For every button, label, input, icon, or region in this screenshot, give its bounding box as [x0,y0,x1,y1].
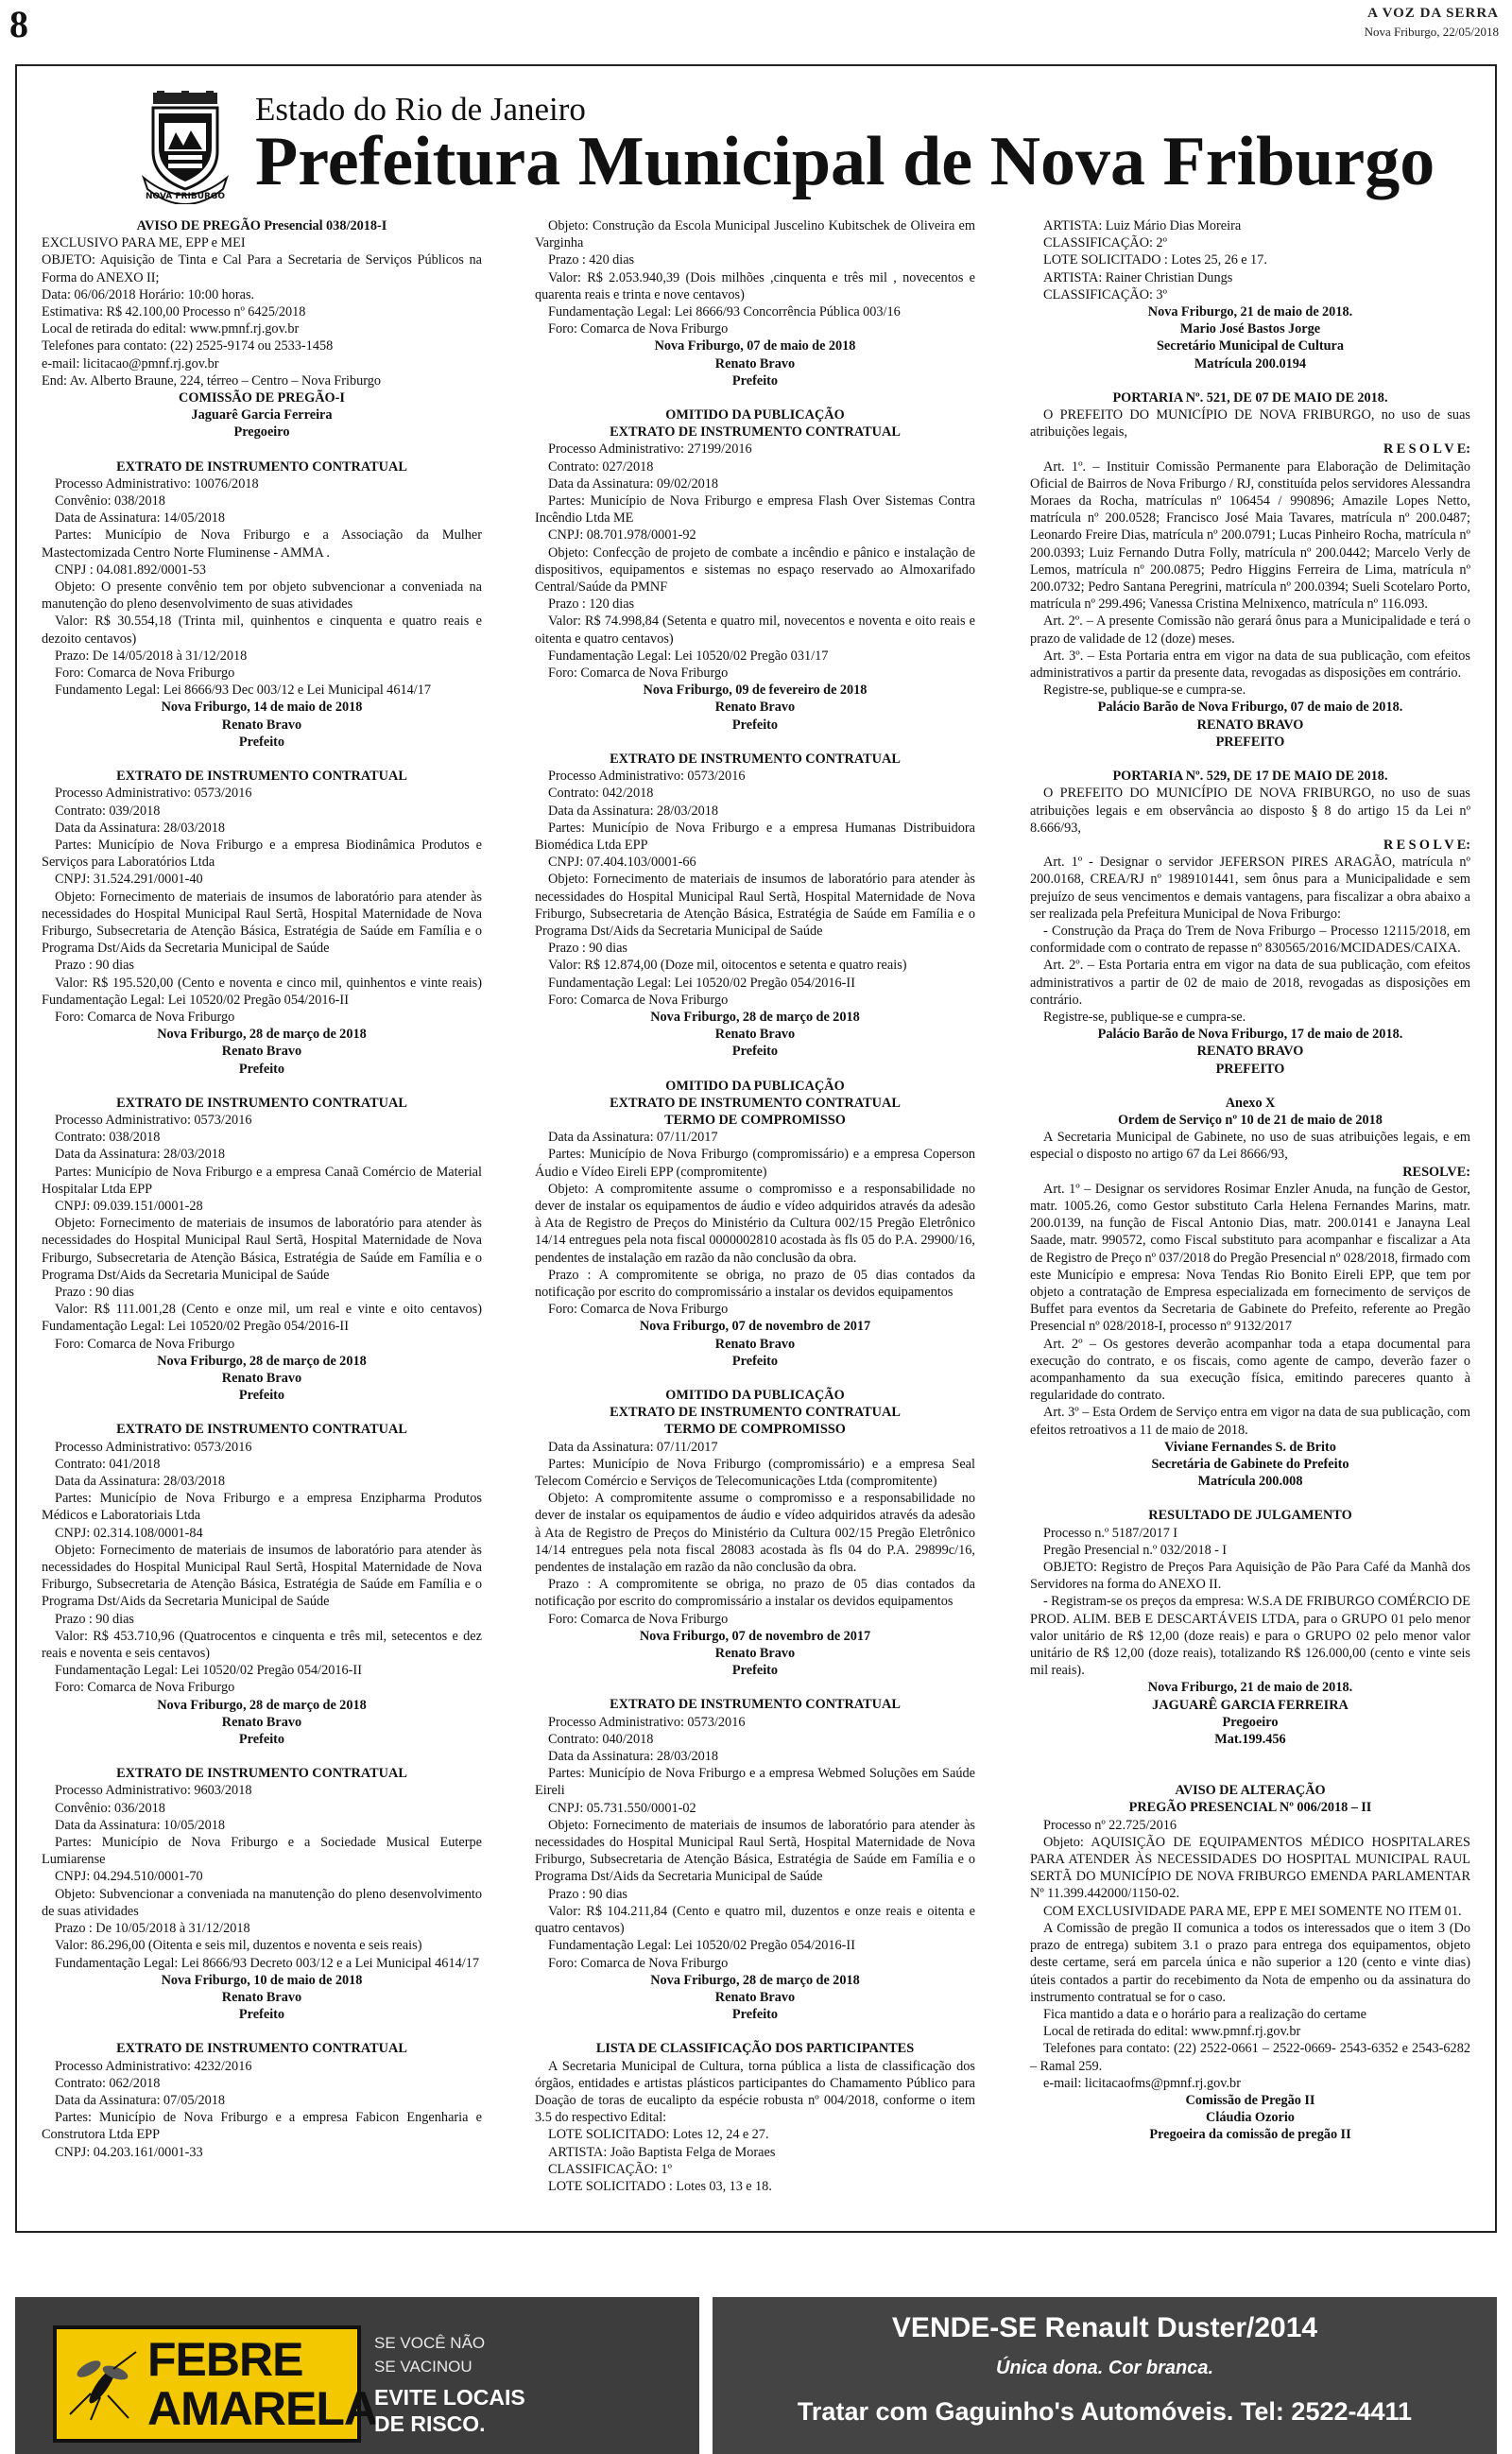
notice-line: Foro: Comarca de Nova Friburgo [55,665,235,682]
spacer [535,1061,975,1078]
notice-heading: Nova Friburgo, 14 de maio de 2018 [161,700,363,716]
notice-line: CLASSIFICAÇÃO: 3º [1043,286,1167,302]
notice-heading: Pregoeira da comissão de pregão II [1149,2127,1351,2143]
notice-line: CNPJ: 08.701.978/0001-92 [548,527,696,544]
notice-heading: Renato Bravo [714,355,796,372]
notice-line: Foro: Comarca de Nova Friburgo [55,1680,235,1696]
notice-line: Data da Assinatura: 28/03/2018 [55,820,226,836]
notice-line: Art. 2º. – A presente Comissão não gerará ônus para a Municipalidade e terá o prazo de validade de 12 (doze) meses. [1030,614,1470,647]
notice-heading: Anexo X [1225,1095,1276,1111]
notice-line: O PREFEITO DO MUNICÍPIO DE NOVA FRIBURGO, no uso de suas atribuições legais, [1030,407,1470,441]
notice-line: Partes: Município de Nova Friburgo e a empresa Biodinâmica Produtos e Serviços para Laboratórios Ltda [42,837,482,871]
spacer [42,441,482,458]
notice-line: Valor: R$ 12.874,00 (Doze mil, oitocentos e setenta e quatro reais) [548,958,907,974]
notice-line: Data da Assinatura: 09/02/2018 [548,475,719,492]
spacer [42,751,482,768]
spacer [1030,1765,1470,1782]
page-number: 8 [9,3,28,45]
notice-line: Objeto: O presente convênio tem por objeto subvencionar a conveniada na manutenção do pleno desenvolvimento de suas atividades [42,579,482,613]
ad-line-4: DE RISCO. [374,2411,486,2436]
duster-sale-ad [713,2297,1497,2454]
notice-heading: PORTARIA Nº. 521, DE 07 DE MAIO DE 2018. [1112,389,1388,406]
notice-heading: Renato Bravo [221,1371,302,1386]
notice-line: Prazo : 90 dias [55,1284,134,1300]
notice-heading: Nova Friburgo, 28 de março de 2018 [157,1697,367,1713]
notice-heading: Cláudia Ozorio [1206,2110,1295,2126]
notice-heading: Prefeito [238,1061,285,1077]
amarela-word: AMARELA [147,2382,377,2435]
notice-line: Valor: R$ 30.554,18 (Trinta mil, quinhentos e cinquenta e quatro reais e dezoito centavos) [42,614,482,647]
notice-heading: Renato Bravo [221,1044,302,1060]
notice-line: Valor: R$ 111.001,28 (Cento e onze mil, um real e vinte e oito centavos) Fundamentação Legal: Lei 10520/02 Pregão 054/2016-II [42,1302,482,1335]
notice-heading: Nova Friburgo, 28 de março de 2018 [157,1353,367,1369]
notice-heading: Renato Bravo [714,1989,796,2005]
notice-heading: EXTRATO DE INSTRUMENTO CONTRATUAL [610,1405,901,1421]
notice-line: Contrato: 042/2018 [548,786,654,802]
notice-heading: Secretário Municipal de Cultura [1156,338,1345,354]
febre-amarela-message [374,2331,525,2437]
notice-line: Partes: Município de Nova Friburgo e empresa Flash Over Sistemas Contra Incêndio Ltda ME [535,493,975,527]
duster-ad-subtitle: Única dona. Cor branca. [995,2358,1214,2378]
notice-line: Partes: Município de Nova Friburgo e a empresa Canaã Comércio de Material Hospitalar Ltda EPP [42,1164,482,1197]
notice-heading: Prefeito [238,1732,285,1748]
notice-line: Data da Assinatura: 28/03/2018 [548,803,719,819]
notice-heading: OMITIDO DA PUBLICAÇÃO [665,407,845,423]
notice-line: Foro: Comarca de Nova Friburgo [548,1302,729,1318]
notice-line: CLASSIFICAÇÃO: 1º [548,2161,672,2177]
notice-line: ARTISTA: João Baptista Felga de Moraes [548,2144,776,2160]
notice-line: Valor: R$ 453.710,96 (Quatrocentos e cinquenta e três mil, setecentos e dez reais e noventa e seis centavos) [42,1628,482,1662]
publication-name: A VOZ DA SERRA [1367,6,1499,21]
notice-line: Prazo : 90 dias [55,1611,134,1627]
spacer [535,1679,975,1696]
notice-line: Processo Administrativo: 9603/2018 [55,1783,252,1799]
notice-line: Registre-se, publique-se e cumpra-se. [1043,683,1246,699]
notice-line: Art. 2º – Os gestores deverão acompanhar toda a etapa documental para execução do contrato, e os fiscais, como agente de campo, deverão fazer o acompanhamento da sua execução física, emitindo pareceres quanto à regularidade do contrato. [1030,1336,1470,1404]
notice-line: Contrato: 038/2018 [55,1130,161,1146]
notice-heading: Matrícula 200.008 [1197,1474,1303,1490]
notice-line: End: Av. Alberto Braune, 224, térreo – Centro – Nova Friburgo [42,372,382,389]
notice-line: Art. 3º – Esta Ordem de Serviço entra em vigor na data de sua publicação, com efeitos retroativos a 11 de maio de 2018. [1030,1405,1470,1438]
notice-line: Fica mantido a data e o horário para a realização do certame [1043,2006,1366,2022]
spacer [535,734,975,751]
notice-line: Partes: Município de Nova Friburgo e a Associação da Mulher Mastectomizada Centro Norte Fluminense - AMMA . [42,527,482,561]
notice-line: Objeto: Confecção de projeto de combate a incêndio e pânico e instalação de dispositivos, equipamentos e sistemas no espaço reservado ao Almoxarifado Central/Saúde da PMNF [535,544,975,596]
ad-line-1: SE VOCÊ NÃO [374,2334,486,2352]
notice-line: OBJETO: Registro de Preços Para Aquisição de Pão Para Café da Manhã dos Servidores na forma do ANEXO II. [1030,1560,1470,1593]
notice-line: Valor: 86.296,00 (Oitenta e seis mil, duzentos e noventa e seis reais) [55,1938,422,1954]
notice-line: Local de retirada do edital: www.pmnf.rj.gov.br [42,321,300,337]
notice-line: Processo nº 22.725/2016 [1043,1817,1177,1833]
notice-heading: JAGUARÊ GARCIA FERREIRA [1152,1697,1349,1713]
notice-heading: RENATO BRAVO [1196,1044,1304,1060]
notice-heading: Renato Bravo [714,1336,796,1352]
notice-line: RESOLVE: [1402,1164,1470,1180]
notice-column-3 [1030,217,1470,2144]
spacer [535,1370,975,1387]
coat-of-arms-icon [140,91,231,204]
notice-line: CLASSIFICAÇÃO: 2º [1043,235,1167,251]
notice-line: Processo n.º 5187/2017 I [1043,1525,1178,1541]
notice-line: A Comissão de pregão II comunica a todos os interessados que o item 3 (Do prazo de entrega) subitem 3.1 o prazo para entrega dos equipamentos, objeto deste certame, será em parcela única e não superior a 120 (cento e vinte dias) úteis contados a partir do recebimento da Nota de empenho ou da assinatura do instrumento contratual se for o caso. [1030,1920,1470,2005]
prefeitura-title: Prefeitura Municipal de Nova Friburgo [255,123,1435,200]
publication-date: Nova Friburgo, 22/05/2018 [1364,25,1499,39]
notice-line: Fundamento Legal: Lei 8666/93 Dec 003/12 e Lei Municipal 4614/17 [55,683,432,699]
notice-line: CNPJ: 05.731.550/0001-02 [548,1800,696,1816]
spacer [42,1404,482,1421]
notice-line: COM EXCLUSIVIDADE PARA ME, EPP E MEI SOMENTE NO ITEM 01. [1043,1903,1462,1919]
spacer [1030,751,1470,768]
notice-line: Objeto: Subvencionar a conveniada na manutenção do pleno desenvolvimento de suas atividades [42,1886,482,1919]
notice-line: OBJETO: Aquisição de Tinta e Cal Para a Secretaria de Serviços Públicos na Forma do ANEXO II; [42,252,482,285]
crest-text: NOVA FRIBURGO [146,192,225,201]
notice-line: Objeto: AQUISIÇÃO DE EQUIPAMENTOS MÉDICO HOSPITALARES PARA ATENDER ÀS NECESSIDADES DO HOSPITAL MUNICIPAL RAUL SERTÃ DO MUNICÍPIO DE NOVA FRIBURGO EMENDA PARLAMENTAR Nº 11.399.442000/1150-02. [1030,1834,1470,1902]
ad-line-3: EVITE LOCAIS [374,2385,525,2410]
notice-line: Data da Assinatura: 28/03/2018 [55,1147,226,1163]
notice-line: Estimativa: R$ 42.100,00 Processo nº 6425/2018 [42,304,306,320]
notice-line: R E S O L V E: [1383,441,1470,458]
notice-line: Foro: Comarca de Nova Friburgo [55,1336,235,1352]
notice-line: Data da Assinatura: 10/05/2018 [55,1817,226,1833]
notice-line: Valor: R$ 74.998,84 (Setenta e quatro mil, novecentos e noventa e oito reais e oitenta e quatro centavos) [535,614,975,647]
notice-line: Objeto: Fornecimento de materiais de insumos de laboratório para atender às necessidades do Hospital Municipal Raul Sertã, Hospital Maternidade de Nova Friburgo, Subsecretaria de Atenção Básica, Estratégia de Saúde em Família e o Programa Dst/Aids da Secretaria Municipal de Saúde [42,889,482,957]
notice-heading: Renato Bravo [221,1714,302,1730]
notice-line: Partes: Município de Nova Friburgo e a empresa Humanas Distribuidora Biomédica Ltda EPP [535,820,975,853]
notice-line: Objeto: A compromitente assume o compromisso e a responsabilidade no dever de instalar os equipamentos de áudio e vídeo adquiridos através da adesão à Ata de Registro de Preços do Ministério da Cultura 002/15 Pregão Eletrônico 14/14 entregues pela nota fiscal 0000002810 acostada às fls 05 do P.A. 29900/16, pendentes de instalação em razão da não conclusão da obra. [535,1181,975,1266]
notice-heading: EXTRATO DE INSTRUMENTO CONTRATUAL [116,769,407,785]
notice-line: Prazo : A compromitente se obriga, no prazo de 05 dias contados da notificação por escrito do compromissário a instalar os devidos equipamentos [535,1267,975,1300]
notice-line: Objeto: Construção da Escola Municipal Juscelino Kubitschek de Oliveira em Varginha [535,218,975,251]
spacer [535,389,975,406]
notice-line: Data da Assinatura: 28/03/2018 [548,1749,719,1765]
notice-heading: PREFEITO [1215,1061,1285,1077]
spacer [42,1078,482,1095]
notice-line: Data da Assinatura: 28/03/2018 [55,1474,226,1490]
notice-heading: TERMO DE COMPROMISSO [664,1422,846,1438]
notice-heading: EXTRATO DE INSTRUMENTO CONTRATUAL [116,458,407,475]
notice-heading: LISTA DE CLASSIFICAÇÃO DOS PARTICIPANTES [595,2041,915,2057]
notice-line: Fundamentação Legal: Lei 8666/93 Concorrência Pública 003/16 [548,304,901,320]
duster-ad-title: VENDE-SE Renault Duster/2014 [891,2312,1318,2343]
notice-heading: AVISO DE PREGÃO Presencial 038/2018-I [136,218,387,233]
notice-line: Foro: Comarca de Nova Friburgo [548,321,729,337]
notice-line: Art. 2º. – Esta Portaria entra em vigor na data de sua publicação, com efeitos administrativos a partir de 02 de maio de 2018, revogadas as disposições em contrário. [1030,958,1470,1008]
notice-heading: RENATO BRAVO [1196,717,1304,733]
notice-line: CNPJ: 04.203.161/0001-33 [55,2144,203,2160]
notice-heading: Palácio Barão de Nova Friburgo, 07 de maio de 2018. [1097,700,1403,716]
notice-column-2 [535,217,975,2195]
notice-line: LOTE SOLICITADO : Lotes 03, 13 e 18. [548,2178,772,2194]
notice-heading: Prefeito [731,1663,779,1679]
notice-heading: EXTRATO DE INSTRUMENTO CONTRATUAL [116,1422,407,1438]
notice-heading: Nova Friburgo, 09 de fevereiro de 2018 [643,683,868,699]
notice-line: Contrato: 027/2018 [548,458,654,475]
notice-line: A Secretaria Municipal de Cultura, torna pública a lista de classificação dos órgãos, entidades e artistas plásticos participantes do Chamamento Público para Doação de toras de eucalipto da espécie robusta nº 004/2018, conforme o item 3.5 do respectivo Edital: [535,2058,975,2126]
ad-line-2: SE VACINOU [374,2358,472,2376]
notice-line: Data da Assinatura: 07/11/2017 [548,1439,718,1455]
notice-line: Foro: Comarca de Nova Friburgo [548,1611,729,1627]
notice-heading: Prefeito [731,717,779,733]
notice-line: R E S O L V E: [1383,837,1470,853]
notice-line: ARTISTA: Rainer Christian Dungs [1043,269,1233,285]
notice-line: Foro: Comarca de Nova Friburgo [55,1009,235,1025]
notice-heading: EXTRATO DE INSTRUMENTO CONTRATUAL [610,751,901,767]
duster-ad-contact: Tratar com Gaguinho's Automóveis. Tel: 2522-4411 [797,2397,1413,2426]
notice-heading: Nova Friburgo, 21 de maio de 2018. [1147,304,1353,320]
notice-heading: EXTRATO DE INSTRUMENTO CONTRATUAL [116,1766,407,1782]
notice-heading: Prefeito [731,1044,779,1060]
notice-line: Convênio: 038/2018 [55,493,165,510]
notice-line: Partes: Município de Nova Friburgo e a empresa Enzipharma Produtos Médicos e Laboratoriais Ltda [42,1491,482,1524]
notice-line: LOTE SOLICITADO: Lotes 12, 24 e 27. [548,2127,769,2143]
page-header-bar [0,0,1512,49]
notice-line: Valor: R$ 2.053.940,39 (Dois milhões ,cinquenta e três mil , novecentos e quarenta reais e trinta e nove centavos) [535,269,975,302]
notice-line: Art. 1º – Designar os servidores Rosimar Enzler Anuda, na função de Gestor, matr. 1005.26, como Gestor substituto Carla Helena Fernandes Marins, matr. 200.0139, na função de Fiscal Antonio Dias, matr. 200.0141 e Janayna Leal Saade, matr. 990572, como Fiscal substituto para acompanhar e fiscalizar a Ata de Registro de Preço nº 037/2018 do Pregão Presencial nº 028/2018, firmado com este Município e empresa: Nova Tendas Rio Bonito Eireli EPP, que tem por objeto a contratação de Empresa especializada em fornecimento de serviços de Buffet para eventos da Secretaria de Gabinete do Prefeito, referente ao Pregão Presencial nº 028/2018-I, processo nº 9132/2017 [1030,1181,1470,1335]
notice-heading: Mat.199.456 [1214,1732,1286,1748]
notice-heading: Renato Bravo [221,717,302,733]
notice-line: Local de retirada do edital: www.pmnf.rj.gov.br [1043,2024,1301,2040]
notice-heading: EXTRATO DE INSTRUMENTO CONTRATUAL [610,1095,901,1111]
notice-heading: Mario José Bastos Jorge [1179,321,1321,337]
notice-line: Valor: R$ 104.211,84 (Cento e quatro mil, duzentos e onze reais e oitenta e quatro centavos) [535,1903,975,1937]
notice-heading: Secretária de Gabinete do Prefeito [1151,1457,1349,1473]
notice-line: Partes: Município de Nova Friburgo (compromissário) e a empresa Seal Telecom Comércio e Serviços de Telecomunicações Ltda (compromitente) [535,1456,975,1490]
notice-heading: Pregoeiro [1222,1714,1279,1730]
notice-line: - Registram-se os preços da empresa: W.S.A DE FRIBURGO COMÉRCIO DE PROD. ALIM. BEB E DESCARTÁVEIS LTDA, para o GRUPO 01 pelo menor valor unitário de R$ 12,00 (doze reais) e para o GRUPO 02 pelo menor valor unitário de R$ 12,00 (doze reais), totalizando R$ 126.000,00 (cento e vinte seis mil reais). [1030,1594,1470,1679]
notice-heading: Renato Bravo [714,1027,796,1043]
notice-line: Partes: Município de Nova Friburgo e a empresa Webmed Soluções em Saúde Eireli [535,1766,975,1799]
notice-line: Objeto: Fornecimento de materiais de insumos de laboratório para atender às necessidades do Hospital Municipal Raul Sertã, Hospital Maternidade de Nova Friburgo, Subsecretaria de Atenção Básica, Estratégia de Saúde em Família e o Programa Dst/Aids da Secretaria Municipal de Saúde [42,1542,482,1610]
notice-heading: Nova Friburgo, 07 de maio de 2018 [654,338,856,354]
notice-heading: Nova Friburgo, 28 de março de 2018 [650,1009,860,1025]
notice-line: e-mail: licitacaofms@pmnf.rj.gov.br [1043,2075,1241,2091]
notice-line: Objeto: A compromitente assume o compromisso e a responsabilidade no dever de instalar os equipamentos de áudio e vídeo adquiridos através da adesão à Ata de Registro de Preços do Ministério da Cultura 002/15 Pregão Eletrônico 14/14 entregues pela nota fiscal 28083 acostada às fls 04 do P.A. 29899c/16, pendentes de instalação em razão da não conclusão da obra. [535,1491,975,1576]
notice-line: Fundamentação Legal: Lei 10520/02 Pregão 054/2016-II [55,1663,362,1679]
notice-line: CNPJ: 07.404.103/0001-66 [548,855,696,871]
notice-line: ARTISTA: Luiz Mário Dias Moreira [1043,218,1242,233]
notice-heading: Pregoeiro [233,424,290,441]
notice-heading: Renato Bravo [221,1989,302,2005]
notice-heading: AVISO DE ALTERAÇÃO [1175,1783,1326,1799]
notice-line: Contrato: 041/2018 [55,1456,161,1472]
notice-line: Processo Administrativo: 0573/2016 [55,786,252,802]
notice-heading: EXTRATO DE INSTRUMENTO CONTRATUAL [610,424,901,441]
notice-heading: Comissão de Pregão II [1185,2092,1315,2108]
notice-line: Foro: Comarca de Nova Friburgo [548,665,729,682]
notice-line: Partes: Município de Nova Friburgo (compromissário) e a empresa Coperson Áudio e Vídeo Eireli EPP (compromitente) [535,1147,975,1180]
notice-heading: Prefeito [731,372,779,389]
notice-heading: Matrícula 200.0194 [1194,355,1307,372]
notice-line: Fundamentação Legal: Lei 10520/02 Pregão 054/2016-II [548,975,855,991]
notice-line: LOTE SOLICITADO : Lotes 25, 26 e 17. [1043,252,1267,268]
notice-line: A Secretaria Municipal de Gabinete, no uso de suas atribuições legais, e em especial o disposto no artigo 67 da Lei 8666/93, [1030,1130,1470,1163]
spacer [1030,1490,1470,1507]
notice-line: Processo Administrativo: 0573/2016 [55,1439,252,1455]
notice-heading: Prefeito [238,1388,285,1404]
notice-heading: EXTRATO DE INSTRUMENTO CONTRATUAL [116,2041,407,2057]
notice-line: Foro: Comarca de Nova Friburgo [548,992,729,1008]
notice-line: EXCLUSIVO PARA ME, EPP e MEI [42,235,246,251]
notice-heading: Renato Bravo [714,700,796,716]
notice-line: Art. 1º. – Instituir Comissão Permanente para Elaboração de Delimitação Oficial de Bairros de Nova Friburgo / RJ, constituída pelos servidores Alessandra Moraes da Rocha, matrículas nº 106454 / 990896; Amazile Lopes Netto, matrícula nº 200.0528; Francisco José Maia Tavares, matrícula nº 200.0487; Leonardo Freire Dias, matrícula nº 200.0791; Lucas Pinheiro Rocha, matrícula nº 200.0393; Luiz Fernando Dutra Folly, matrícula nº 200.0442; Marcelo Verly de Lemos, matrícula nº 200.0875; Pedro Higgins Ferreira de Lima, matrícula nº 200.0732; Pedro Santana Peregrini, matrícula nº 200.0394; Sueli Scotelaro Porto, matrícula nº 299.496; Vanessa Cristina Melnixenco, matrícula nº 116.093. [1030,458,1470,613]
notice-line: Registre-se, publique-se e cumpra-se. [1043,1009,1246,1025]
notice-line: Processo Administrativo: 27199/2016 [548,441,752,458]
notice-heading: Nova Friburgo, 28 de março de 2018 [157,1027,367,1043]
spacer [42,2023,482,2040]
notice-line: Contrato: 039/2018 [55,803,161,819]
notice-heading: OMITIDO DA PUBLICAÇÃO [665,1388,845,1403]
notice-line: Processo Administrativo: 10076/2018 [55,475,259,492]
notice-line: Objeto: Fornecimento de materiais de insumos de laboratório para atender às necessidades do Hospital Municipal Raul Sertã, Hospital Maternidade de Nova Friburgo, Subsecretaria de Atenção Básica, Estratégia de Saúde em Família e o Programa Dst/Aids da Secretaria Municipal de Saúde [535,1817,975,1885]
spacer [535,2023,975,2040]
notice-line: Prazo : 90 dias [548,1886,627,1902]
notice-heading: Renato Bravo [714,1646,796,1662]
notice-line: Data: 06/06/2018 Horário: 10:00 horas. [42,286,255,302]
notice-line: Prazo : 90 dias [548,941,627,957]
febre-word: FEBRE [147,2333,303,2386]
notice-line: CNPJ : 04.081.892/0001-53 [55,562,207,578]
notice-line: CNPJ: 02.314.108/0001-84 [55,1525,203,1541]
notice-line: CNPJ: 31.524.291/0001-40 [55,872,203,888]
spacer [1030,1748,1470,1765]
notice-line: Processo Administrativo: 0573/2016 [548,1714,746,1730]
notice-heading: EXTRATO DE INSTRUMENTO CONTRATUAL [610,1697,901,1713]
notice-heading: Nova Friburgo, 28 de março de 2018 [650,1972,860,1988]
notice-line: Prazo : 420 dias [548,252,635,268]
febre-amarela-ad [15,2297,699,2454]
notice-heading: Prefeito [238,734,285,750]
notice-line: Partes: Município de Nova Friburgo e a Sociedade Musical Euterpe Lumiarense [42,1835,482,1868]
spacer [1030,372,1470,389]
notice-line: Data da Assinatura: 07/11/2017 [548,1130,718,1146]
notice-line: Pregão Presencial n.º 032/2018 - I [1043,1542,1228,1558]
notice-heading: PREFEITO [1215,734,1285,750]
notice-line: e-mail: licitacao@pmnf.rj.gov.br [42,355,219,372]
notice-line: Objeto: Fornecimento de materiais de insumos de laboratório para atender às necessidades do Hospital Municipal Raul Sertã, Hospital Maternidade de Nova Friburgo, Subsecretaria de Atenção Básica, Estratégia de Saúde em Família e o Programa Dst/Aids da Secretaria Municipal de Saúde [42,1216,482,1283]
notice-line: Data de Assinatura: 14/05/2018 [55,510,226,527]
notice-heading: Nova Friburgo, 21 de maio de 2018. [1147,1680,1353,1696]
notice-heading: Palácio Barão de Nova Friburgo, 17 de maio de 2018. [1097,1027,1403,1043]
mosquito-icon [62,2348,142,2422]
notice-heading: Ordem de Serviço nº 10 de 21 de maio de 2018 [1118,1112,1383,1128]
notice-heading: Nova Friburgo, 10 de maio de 2018 [161,1972,363,1988]
notice-heading: Jaguarê Garcia Ferreira [191,407,333,423]
notice-line: CNPJ: 09.039.151/0001-28 [55,1198,203,1214]
notice-line: O PREFEITO DO MUNICÍPIO DE NOVA FRIBURGO, no uso de suas atribuições legais e em observância ao disposto § 8 do artigo 15 da Lei nº 8.666/93, [1030,786,1470,836]
notice-heading: OMITIDO DA PUBLICAÇÃO [665,1078,845,1094]
notice-line: Fundamentação Legal: Lei 10520/02 Pregão 054/2016-II [548,1938,855,1954]
febre-amarela-banner [53,2325,377,2443]
notice-heading: Viviane Fernandes S. de Brito [1164,1439,1336,1455]
spacer [42,1748,482,1765]
notice-line: Convênio: 036/2018 [55,1800,165,1816]
notice-line: - Construção da Praça do Trem de Nova Friburgo – Processo 12115/2018, em conformidade com o contrato de repasse nº 830565/2016/MCIDADES/CAIXA. [1030,923,1470,957]
notice-line: Telefones para contato: (22) 2522-0661 – 2522-0669- 2543-6352 e 2543-6282 – Ramal 259. [1030,2041,1470,2074]
notice-line: Objeto: Fornecimento de materiais de insumos de laboratório para atender às necessidades do Hospital Municipal Raul Sertã, Hospital Maternidade de Nova Friburgo, Subsecretaria de Atenção Básica, Estratégia de Saúde em Família e o Programa Dst/Aids da Secretaria Municipal de Saúde [535,872,975,939]
notice-line: Partes: Município de Nova Friburgo e a empresa Fabicon Engenharia e Construtora Ltda EPP [42,2110,482,2143]
notice-line: Processo Administrativo: 4232/2016 [55,2058,252,2074]
notice-line: Processo Administrativo: 0573/2016 [548,769,746,785]
notice-heading: Nova Friburgo, 07 de novembro de 2017 [639,1319,871,1335]
notice-line: Prazo: De 14/05/2018 à 31/12/2018 [55,648,248,664]
spacer [1030,1078,1470,1095]
prefeitura-header [15,70,1497,210]
notice-heading: EXTRATO DE INSTRUMENTO CONTRATUAL [116,1095,407,1111]
notice-heading: TERMO DE COMPROMISSO [664,1112,846,1128]
notice-line: Prazo : De 10/05/2018 à 31/12/2018 [55,1921,250,1937]
notice-heading: Nova Friburgo, 07 de novembro de 2017 [639,1628,871,1644]
notice-line: Data da Assinatura: 07/05/2018 [55,2092,226,2108]
notice-line: Valor: R$ 195.520,00 (Cento e noventa e cinco mil, quinhentos e vinte reais) Fundamentação Legal: Lei 10520/02 Pregão 054/2016-II [42,975,482,1008]
notice-line: CNPJ: 04.294.510/0001-70 [55,1869,203,1885]
notice-line: Contrato: 040/2018 [548,1731,654,1747]
state-name: Estado do Rio de Janeiro [255,91,586,128]
notice-heading: Prefeito [238,2007,285,2023]
notice-line: Telefones para contato: (22) 2525-9174 ou 2533-1458 [42,338,334,354]
notice-line: Fundamentação Legal: Lei 10520/02 Pregão 031/17 [548,648,829,664]
notice-line: Art. 3º. – Esta Portaria entra em vigor na data de sua publicação, com efeitos administrativos a partir da presente data, revogadas as disposições em contrário. [1030,648,1470,682]
notice-heading: RESULTADO DE JULGAMENTO [1148,1508,1352,1524]
febre-amarela-headline [147,2335,377,2433]
notice-line: Prazo : A compromitente se obriga, no prazo de 05 dias contados da notificação por escrito do compromissário a instalar os devidos equipamentos [535,1577,975,1610]
notice-line: Fundamentação Legal: Lei 8666/93 Decreto 003/12 e a Lei Municipal 4614/17 [55,1955,480,1971]
notice-heading: Prefeito [731,1353,779,1369]
notice-line: Processo Administrativo: 0573/2016 [55,1112,252,1128]
notice-heading: COMISSÃO DE PREGÃO-I [179,390,345,406]
notice-line: Prazo : 90 dias [55,958,134,974]
notice-line: Contrato: 062/2018 [55,2075,161,2091]
notice-line: Foro: Comarca de Nova Friburgo [548,1955,729,1971]
notice-line: Art. 1º - Designar o servidor JEFERSON PIRES ARAGÃO, matrícula nº 200.0168, CREA/RJ nº 1989101441, sem ônus para a Municipalidade e sem prejuízo de seus vencimentos e demais vantagens, para fiscalizar a obra abaixo a ser realizada pela Prefeitura Municipal de Nova Friburgo: [1030,855,1470,922]
notice-heading: PREGÃO PRESENCIAL Nº 006/2018 – II [1128,1800,1372,1816]
notice-column-1 [42,217,482,2161]
notice-heading: Prefeito [731,2007,779,2023]
notice-line: Prazo : 120 dias [548,596,635,613]
notice-heading: PORTARIA Nº. 529, DE 17 DE MAIO DE 2018. [1112,769,1388,785]
